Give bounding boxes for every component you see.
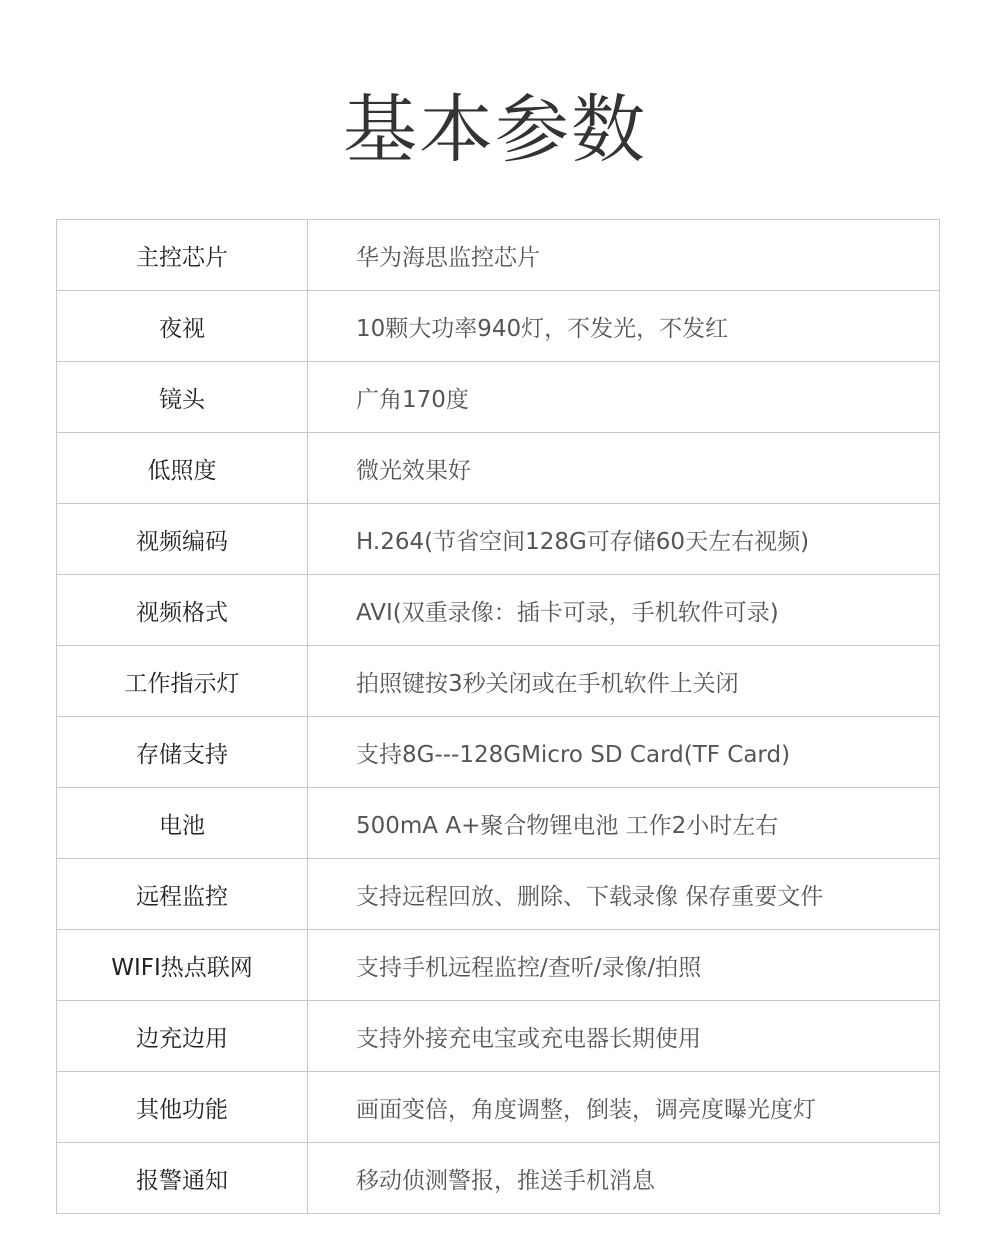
table-row [57, 575, 940, 646]
spec-value: 支持手机远程监控/查听/录像/拍照 [308, 930, 940, 1001]
spec-value: 500mA A+聚合物锂电池 工作2小时左右 [308, 788, 940, 859]
table-row [57, 433, 940, 504]
spec-label: WIFI热点联网 [57, 930, 308, 1001]
table-row [57, 1072, 940, 1143]
table-row [57, 717, 940, 788]
spec-value: 10颗大功率940灯，不发光，不发红 [308, 291, 940, 362]
spec-value: 支持8G---128GMicro SD Card(TF Card) [308, 717, 940, 788]
spec-value: 华为海思监控芯片 [308, 220, 940, 291]
table-row [57, 930, 940, 1001]
spec-value: 支持远程回放、删除、下载录像 保存重要文件 [308, 859, 940, 930]
spec-label: 视频编码 [57, 504, 308, 575]
spec-value: H.264(节省空间128G可存储60天左右视频) [308, 504, 940, 575]
spec-label: 主控芯片 [57, 220, 308, 291]
spec-value: 支持外接充电宝或充电器长期使用 [308, 1001, 940, 1072]
page-title: 基本参数 [343, 87, 647, 173]
spec-value: 微光效果好 [308, 433, 940, 504]
table-row [57, 362, 940, 433]
spec-value: 广角170度 [308, 362, 940, 433]
spec-label: 视频格式 [57, 575, 308, 646]
spec-label: 其他功能 [57, 1072, 308, 1143]
spec-label: 报警通知 [57, 1143, 308, 1214]
spec-label: 夜视 [57, 291, 308, 362]
spec-label: 电池 [57, 788, 308, 859]
spec-label: 远程监控 [57, 859, 308, 930]
table-row [57, 504, 940, 575]
spec-label: 存储支持 [57, 717, 308, 788]
spec-label: 工作指示灯 [57, 646, 308, 717]
table-row [57, 220, 940, 291]
spec-label: 镜头 [57, 362, 308, 433]
spec-label: 低照度 [57, 433, 308, 504]
table-row [57, 1001, 940, 1072]
table-row [57, 291, 940, 362]
table-row [57, 859, 940, 930]
table-row [57, 646, 940, 717]
spec-value: 移动侦测警报，推送手机消息 [308, 1143, 940, 1214]
spec-value: 画面变倍，角度调整，倒装，调亮度曝光度灯 [308, 1072, 940, 1143]
spec-table [56, 219, 940, 1214]
spec-label: 边充边用 [57, 1001, 308, 1072]
table-row [57, 1143, 940, 1214]
spec-value: 拍照键按3秒关闭或在手机软件上关闭 [308, 646, 940, 717]
spec-value: AVI(双重录像：插卡可录，手机软件可录) [308, 575, 940, 646]
table-row [57, 788, 940, 859]
